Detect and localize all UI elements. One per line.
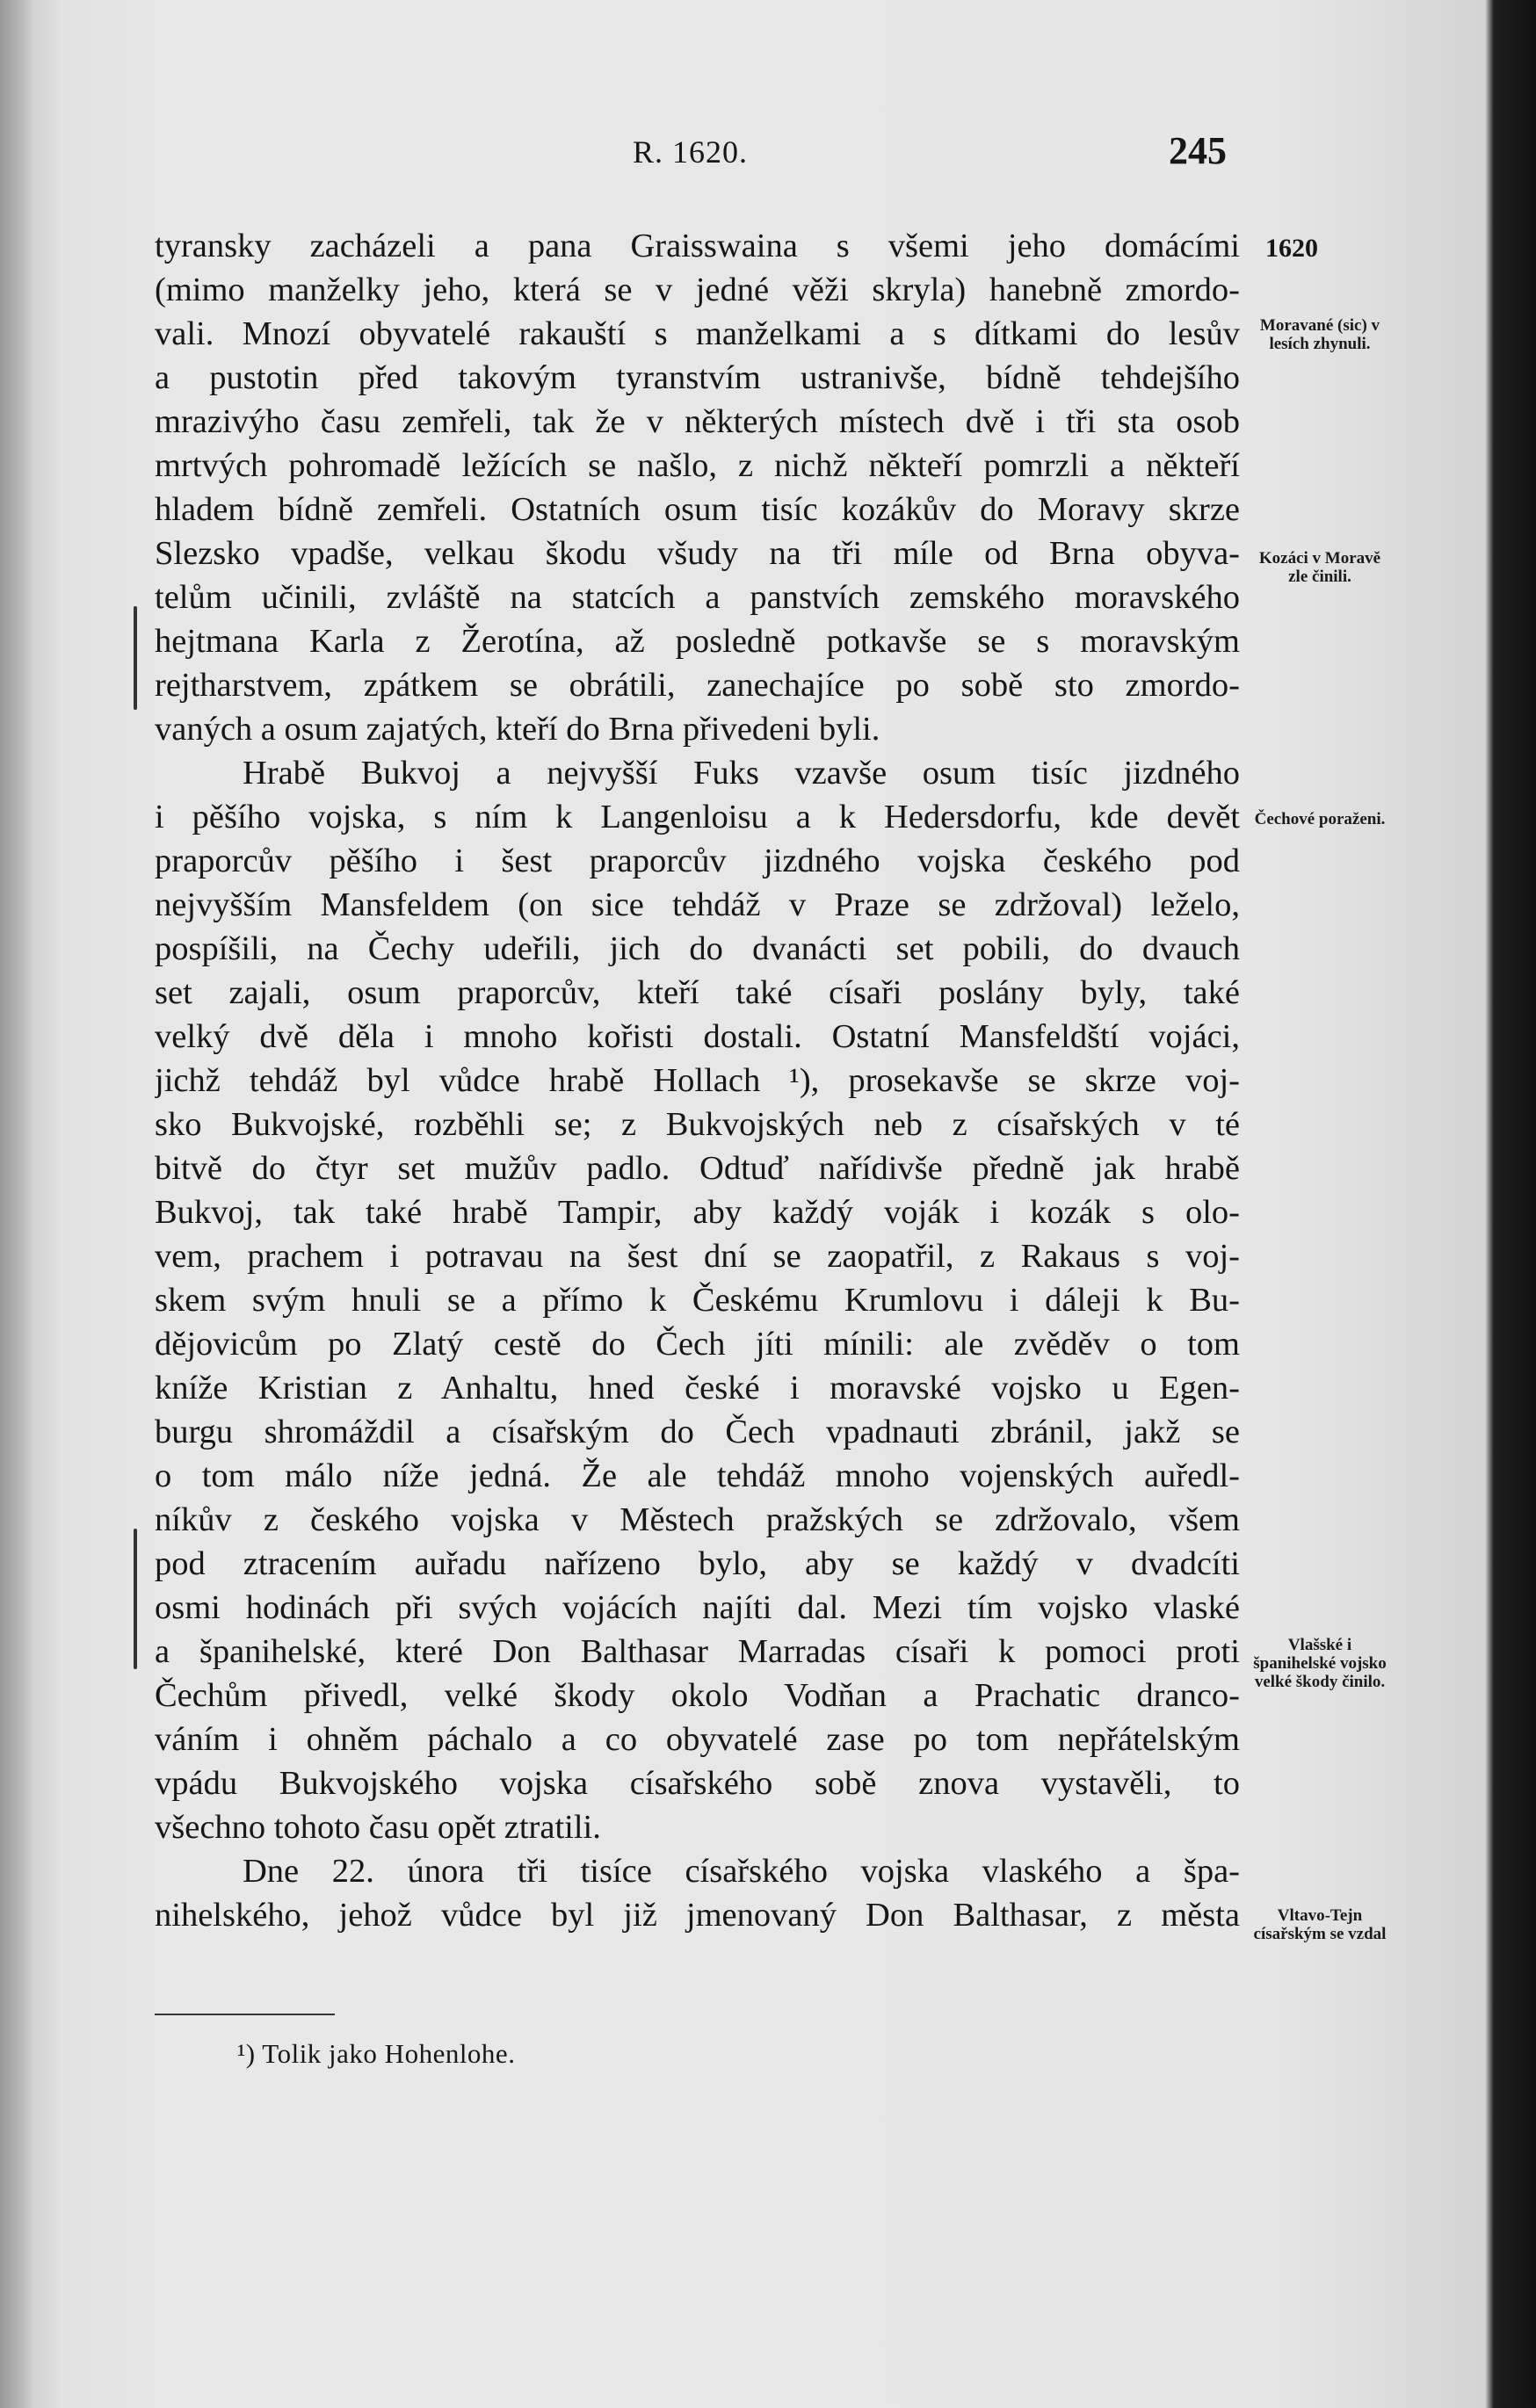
text-line: bitvě do čtyr set mužův padlo. Odtuď nařídivše předně jak hrabě bbox=[155, 1150, 1240, 1187]
text-line: všechno tohoto času opět ztratili. bbox=[155, 1809, 601, 1846]
text-line: tyransky zacházeli a pana Graisswaina s všemi jeho domácími bbox=[155, 228, 1240, 264]
text-line: váním i ohněm páchalo a co obyvatelé zase po tom nepřátelským bbox=[155, 1721, 1240, 1758]
text-line: telům učinili, zvláště na statcích a panstvích zemského moravského bbox=[155, 579, 1240, 616]
running-title: R. 1620. bbox=[633, 134, 749, 170]
margin-note-vltavo-tejn: Vltavo-Tejn císařským se vzdal bbox=[1253, 1906, 1387, 1943]
text-line: jichž tehdáž byl vůdce hrabě Hollach ¹), prosekavše se skrze voj- bbox=[155, 1062, 1240, 1099]
text-line: hladem bídně zemřeli. Ostatních osum tisíc kozákův do Moravy skrze bbox=[155, 491, 1240, 528]
margin-year: 1620 bbox=[1265, 234, 1318, 263]
text-line: nejvyšším Mansfeldem (on sice tehdáž v Praze se zdržoval) leželo, bbox=[155, 886, 1240, 923]
body-text bbox=[155, 224, 1240, 1937]
margin-note-moravane: Moravané (sic) v lesích zhynuli. bbox=[1259, 316, 1380, 353]
text-line: vaných a osum zajatých, kteří do Brna přivedeni byli. bbox=[155, 711, 880, 748]
text-line: rejtharstvem, zpátkem se obrátili, zanechajíce po sobě sto zmordo- bbox=[155, 667, 1240, 704]
text-line: hejtmana Karla z Žerotína, až posledně potkavše se s moravským bbox=[155, 623, 1240, 660]
text-line: vem, prachem i potravau na šest dní se zaopatřil, z Rakaus s voj- bbox=[155, 1238, 1240, 1275]
text-line: a španihelské, které Don Balthasar Marradas císaři k pomoci proti bbox=[155, 1633, 1240, 1670]
paragraph-start-line: Hrabě Bukvoj a nejvyšší Fuks vzavše osum tisíc jizdného bbox=[243, 755, 1240, 792]
page-gutter-shadow bbox=[0, 0, 33, 2408]
text-line: skem svým hnuli se a přímo k Českému Krumlovu i dáleji k Bu- bbox=[155, 1282, 1240, 1319]
text-line: mrazivýho času zemřeli, tak že v některých místech dvě i tři sta osob bbox=[155, 403, 1240, 440]
text-line: nihelského, jehož vůdce byl již jmenovaný Don Balthasar, z města bbox=[155, 1897, 1240, 1934]
text-line: pod ztracením auřadu nařízeno bylo, aby se každý v dvadcíti bbox=[155, 1545, 1240, 1582]
text-line: burgu shromáždil a císařským do Čech vpadnauti zbránil, jakž se bbox=[155, 1414, 1240, 1450]
margin-note-kozaci: Kozáci v Moravě zle činili. bbox=[1258, 549, 1381, 586]
text-line: Bukvoj, tak také hrabě Tampir, aby každý voják i kozák s olo- bbox=[155, 1194, 1240, 1231]
text-line: i pěšího vojska, s ním k Langenloisu a k Hedersdorfu, kde devět bbox=[155, 799, 1240, 835]
text-line: vali. Mnozí obyvatelé rakauští s manželkami a s dítkami do lesův bbox=[155, 315, 1240, 352]
text-line: dějovicům po Zlatý cestě do Čech jíti mínili: ale zvěděv o tom bbox=[155, 1326, 1240, 1363]
pencil-mark-bracket bbox=[134, 1529, 137, 1669]
text-line: Slezsko vpadše, velkau škodu všudy na tři míle od Brna obyva- bbox=[155, 535, 1240, 572]
text-line: vpádu Bukvojského vojska císařského sobě znova vystavěli, to bbox=[155, 1765, 1240, 1802]
text-line: (mimo manželky jeho, která se v jedné věži skryla) hanebně zmordo- bbox=[155, 271, 1240, 308]
text-line: Čechům přivedl, velké škody okolo Vodňan a Prachatic dranco- bbox=[155, 1677, 1240, 1714]
margin-note-cechove: Čechové poraženi. bbox=[1254, 810, 1386, 828]
text-line: kníže Kristian z Anhaltu, hned české i moravské vojsko u Egen- bbox=[155, 1370, 1240, 1406]
footnote-divider bbox=[155, 2014, 335, 2015]
text-line: osmi hodinách při svých vojácích najíti dal. Mezi tím vojsko vlaské bbox=[155, 1589, 1240, 1626]
text-line: set zajali, osum praporcův, kteří také císaři poslány byly, také bbox=[155, 974, 1240, 1011]
margin-note-vlasske: Vlašské i španihelské vojsko velké škody činilo. bbox=[1253, 1636, 1387, 1691]
text-line: praporcův pěšího i šest praporcův jizdného vojska českého pod bbox=[155, 842, 1240, 879]
page-number: 245 bbox=[1169, 129, 1227, 172]
text-line: sko Bukvojské, rozběhli se; z Bukvojských neb z císařských v té bbox=[155, 1106, 1240, 1143]
text-line: o tom málo níže jedná. Že ale tehdáž mnoho vojenských auředl- bbox=[155, 1457, 1240, 1494]
footnote: ¹) Tolik jako Hohenlohe. bbox=[237, 2038, 516, 2069]
pencil-mark-bracket bbox=[134, 606, 137, 710]
text-line: pospíšili, na Čechy udeřili, jich do dvanácti set pobili, do dvauch bbox=[155, 930, 1240, 967]
text-line: mrtvých pohromadě ležících se našlo, z nichž někteří pomrzli a někteří bbox=[155, 447, 1240, 484]
text-line: níkův z českého vojska v Městech pražských se zdržovalo, všem bbox=[155, 1501, 1240, 1538]
text-line: a pustotin před takovým tyranstvím ustranivše, bídně tehdejšího bbox=[155, 359, 1240, 396]
text-line: velký dvě děla i mnoho kořisti dostali. Ostatní Mansfeldští vojáci, bbox=[155, 1018, 1240, 1055]
paragraph-start-line: Dne 22. února tři tisíce císařského vojska vlaského a špa- bbox=[243, 1853, 1240, 1890]
